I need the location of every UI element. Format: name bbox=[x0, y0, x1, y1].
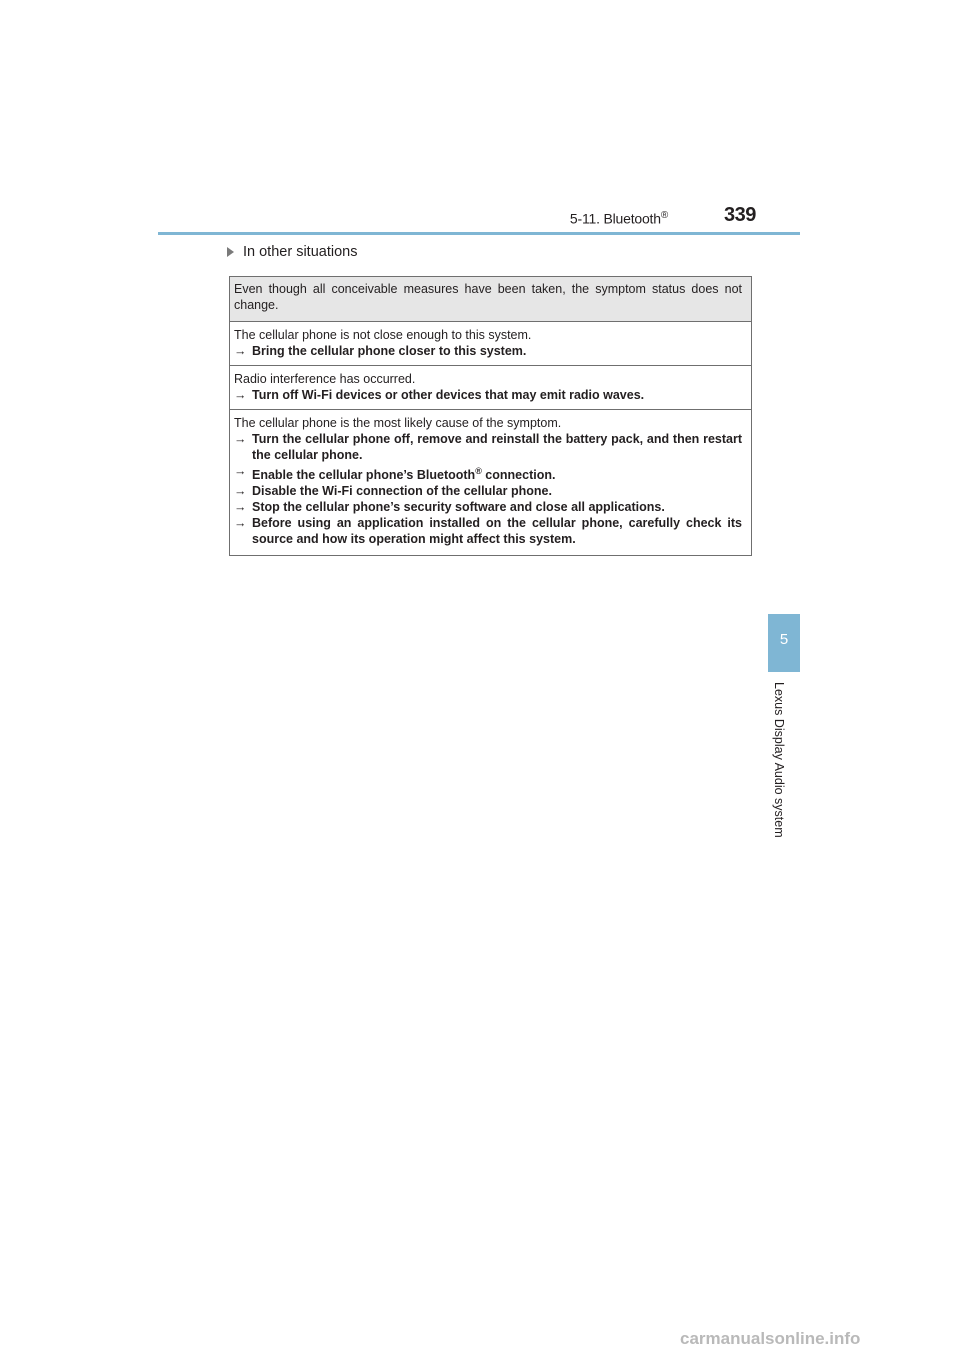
arrow-icon: → bbox=[234, 388, 247, 402]
table-row bbox=[230, 322, 751, 366]
action-line bbox=[234, 463, 742, 483]
section-title: 5-11. Bluetooth® bbox=[569, 210, 668, 227]
action-line bbox=[234, 343, 742, 359]
table-row bbox=[230, 366, 751, 410]
action-text: Bring the cellular phone closer to this system. bbox=[252, 344, 527, 358]
action-text: Disable the Wi-Fi connection of the cellular phone. bbox=[252, 484, 552, 499]
arrow-icon: → bbox=[234, 516, 247, 531]
subheading-text: In other situations bbox=[243, 244, 358, 260]
action-line bbox=[234, 387, 742, 403]
action-line bbox=[234, 483, 742, 499]
triangle-bullet-icon bbox=[227, 247, 234, 257]
chapter-label: Lexus Display Audio system bbox=[772, 682, 786, 838]
table-header-text: Even though all conceivable measures have been taken, the symptom status does not change. bbox=[234, 282, 742, 312]
action-text: Enable the cellular phone’s Bluetooth® connection. bbox=[252, 466, 556, 483]
table-header-row bbox=[230, 277, 751, 322]
cause-text: Radio interference has occurred. bbox=[234, 372, 416, 386]
arrow-icon: → bbox=[234, 464, 247, 478]
page-number: 339 bbox=[724, 204, 756, 226]
action-line bbox=[234, 499, 742, 515]
arrow-icon: → bbox=[234, 500, 247, 515]
cause-text: The cellular phone is the most likely cause of the symptom. bbox=[234, 416, 562, 430]
troubleshooting-table bbox=[229, 276, 752, 556]
action-text: Stop the cellular phone’s security software and close all applications. bbox=[252, 500, 665, 515]
cause-text: The cellular phone is not close enough to this system. bbox=[234, 328, 532, 342]
header-rule bbox=[158, 232, 800, 235]
action-line bbox=[234, 515, 742, 547]
action-line bbox=[234, 431, 742, 463]
chapter-tab: 5 bbox=[768, 614, 800, 672]
watermark: carmanualsonline.info bbox=[680, 1329, 861, 1348]
arrow-icon: → bbox=[234, 344, 247, 358]
arrow-icon: → bbox=[234, 432, 247, 446]
subheading bbox=[227, 244, 357, 260]
arrow-icon: → bbox=[234, 484, 247, 499]
action-text: Before using an application installed on the cellular phone, carefully check its source and how its operation might affect this system. bbox=[252, 516, 742, 547]
page-header bbox=[158, 204, 800, 232]
action-text: Turn off Wi-Fi devices or other devices that may emit radio waves. bbox=[252, 388, 645, 402]
table-row bbox=[230, 410, 751, 556]
action-text: Turn the cellular phone off, remove and reinstall the battery pack, and then restart the cellular phone. bbox=[252, 432, 742, 462]
